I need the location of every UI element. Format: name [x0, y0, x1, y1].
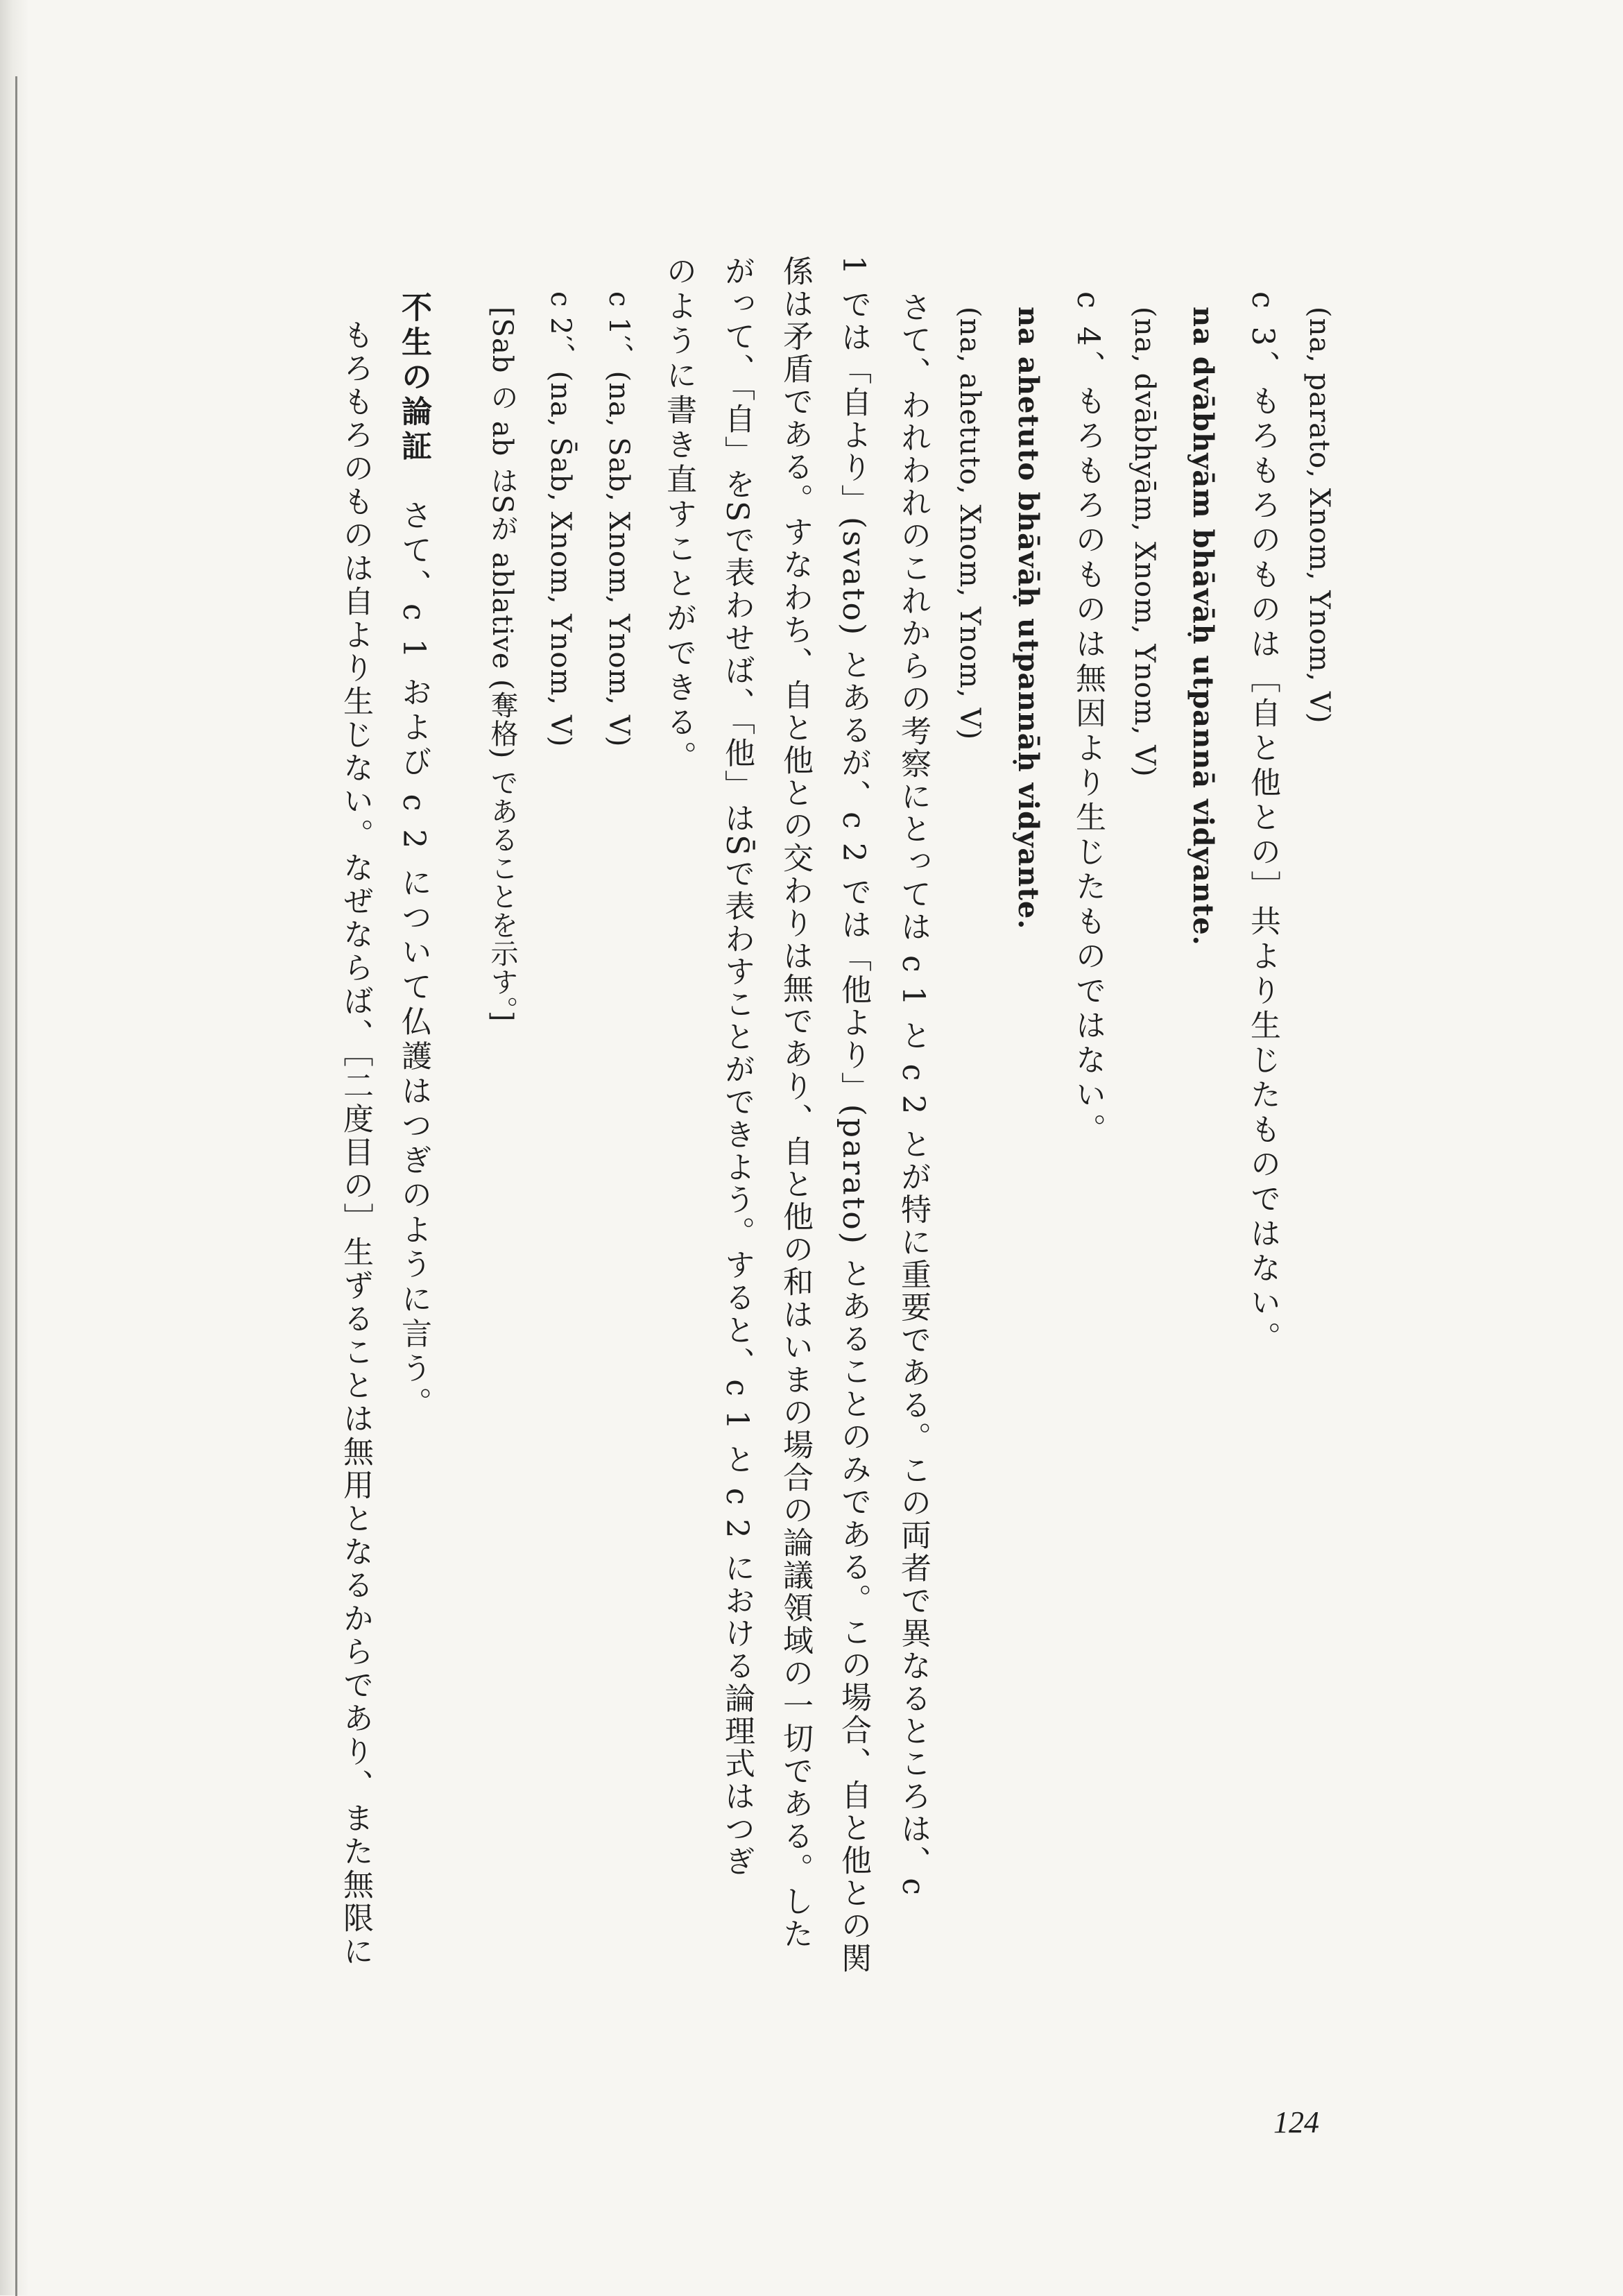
text-line-17: もろもろのものは自より生じない。なぜならば、［二度目の］生ずることは無用となるからであり、また無限に [338, 319, 373, 1969]
text-line-11: がって、「自」をSで表わせば、「他」はS̄で表わすことができよう。すると、c 1 と c 2 における論理式はつぎ [719, 255, 755, 1878]
text-line-4: (na, dvābhyām, Xnom, Ynom, V) [1128, 307, 1160, 778]
text-line-14: c 2′、(na, S̄ab, Xnom, Ynom, V) [544, 291, 576, 748]
text-line-6: na ahetuto bhāvāḥ utpannāḥ vidyante. [1012, 307, 1045, 930]
text-line-1: (na, parato, Xnom, Ynom, V) [1303, 307, 1335, 724]
text-line-5: c 4、もろもろのものは無因より生じたものではない。 [1070, 291, 1106, 1148]
page-binding-shadow [0, 0, 29, 2295]
binding-edge-rule [15, 76, 17, 2296]
text-line-2: c 3、もろもろのものは［自と他との］共より生じたものではない。 [1245, 291, 1280, 1356]
text-line-16: さて、c 1 および c 2 について仏護はつぎのように言う。 [396, 499, 431, 1422]
text-line-7: (na, ahetuto, Xnom, Ynom, V) [954, 307, 986, 741]
text-line-8: さて、われわれのこれからの考察にとっては c 1 と c 2 とが特に重要である。この両者で異なるところは、c [895, 291, 931, 1897]
text-line-13: c 1′、(na, Sab, Xnom, Ynom, V) [603, 291, 635, 748]
text-line-10: 係は矛盾である。すなわち、自と他との交わりは無であり、自と他の和はいまの場合の論議領域の一切である。した [778, 255, 813, 1951]
text-line-9: 1 では「自より」(svato) とあるが、c 2 では「他より」(parato) とあることのみである。この場合、自と他との関 [836, 255, 871, 1975]
text-line-15: [Sab の ab はSが ablative (奪格) であることを示す。] [486, 307, 518, 1022]
text-line-3: na dvābhyām bhāvāḥ utpannā vidyante. [1187, 307, 1219, 946]
text-line-12: のように書き直すことができる。 [661, 255, 696, 776]
page-number: 124 [1273, 2105, 1319, 2139]
section-heading: 不生の論証 [396, 291, 431, 465]
